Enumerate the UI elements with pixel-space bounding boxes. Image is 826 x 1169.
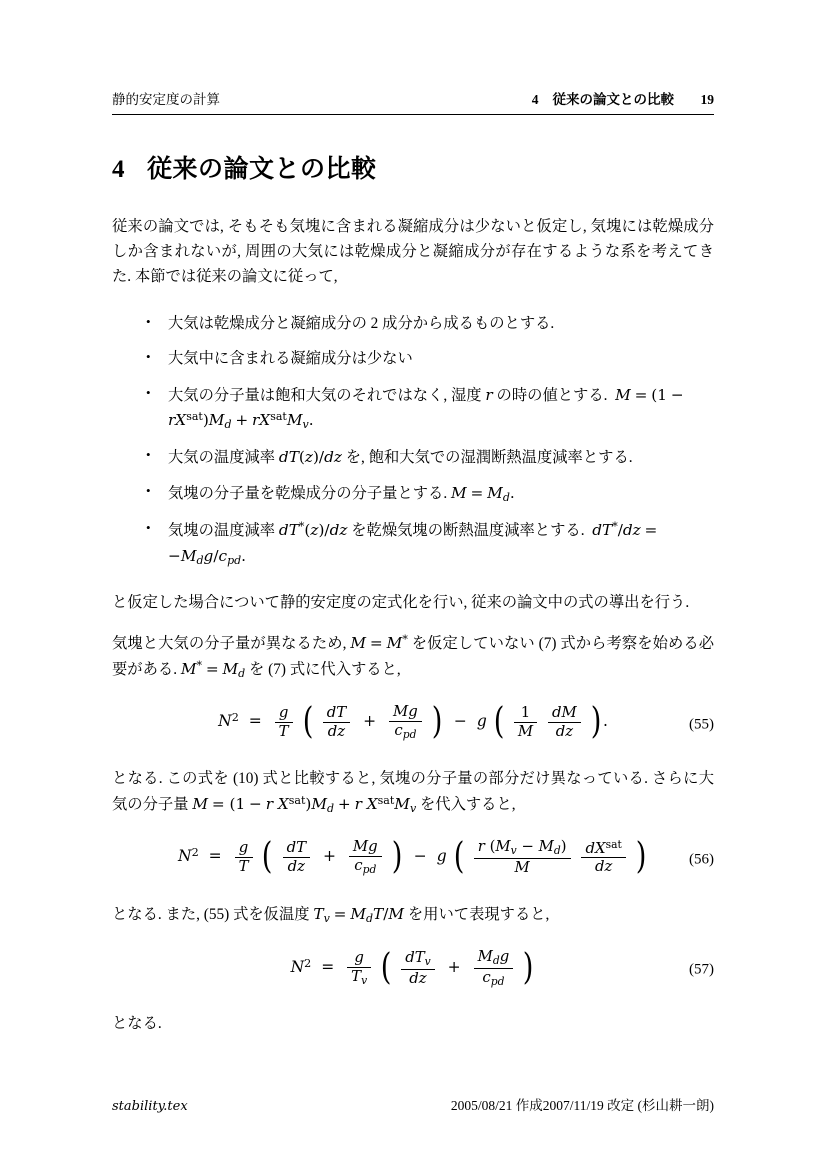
section-title: 従来の論文との比較 (147, 156, 377, 183)
assumption-list (112, 312, 714, 569)
list-item-rendered: 大気の温度減率 dT(z)/dz を, 飽和大気での湿潤断熱温度減率とする. (168, 447, 633, 466)
list-item (146, 518, 714, 569)
equation-number: (55) (689, 716, 714, 733)
text-fragment: を用いて表現すると, (404, 906, 550, 924)
footer-filename: stability.tex (112, 1099, 188, 1114)
equation-55-body: $N^2$ = $\frac{g}{T}$ ( $\frac{dT}{dz}$ + $\frac{Mg}{c_{pd}}$ ) − g ( $\frac{1}{M}$ $\frac{dM}{dz}$ ) . (218, 699, 608, 743)
equation-56-body: $N^2$ = $\frac{g}{T}$ ( $\frac{dT}{dz}$ + $\frac{Mg}{c_{pd}}$ ) − g ( $\frac{r (M_v - M_d)}{M}$ $\frac{dX^{sat}}{dz}$ ) (178, 834, 647, 878)
equation-57-body: $N^2$ = $\frac{g}{T_v}$ ( $\frac{dT_v}{dz}$ + $\frac{M_dg}{c_{pd}}$ ) (290, 945, 534, 989)
equation-number: (57) (689, 961, 714, 978)
running-head (112, 88, 714, 115)
running-head-section-number: 4 (531, 92, 539, 107)
paragraph-after-list: と仮定した場合について静的安定度の定式化を行い, 従来の論文中の式の導出を行う. (112, 594, 690, 612)
page-footer (112, 1094, 714, 1114)
list-item (146, 347, 714, 371)
list-item (146, 445, 714, 470)
running-head-section-title: 従来の論文との比較 (552, 92, 674, 107)
section-number: 4 (112, 156, 125, 183)
list-item-rendered: 気塊の分子量を乾燥成分の分子量とする. $M = M_d$. (168, 484, 515, 505)
text-fragment: を (7) 式に代入すると, (245, 661, 401, 679)
list-item-rendered: 大気の分子量は飽和大気のそれではなく, 湿度 r の時の値とする. $M = (1 - rX^{sat})M_d + rX^{sat}M_v$. (168, 385, 684, 432)
text-fragment: を仮定していない (7) 式から考察を始める必要がある. (112, 635, 714, 679)
text-fragment: となる. この式を (10) 式と比較すると, 気塊の分子量の部分だけ異なっている. さらに大気の分子量 (112, 770, 714, 814)
paragraph-after-eq57: となる. (112, 1015, 162, 1033)
list-item-text: 大気中に含まれる凝縮成分は少ない (168, 350, 413, 368)
running-head-section (532, 88, 674, 108)
text-fragment: となる. また, (55) 式を仮温度 (112, 906, 314, 924)
list-item-rendered: 気塊の温度減率 dT*(z)/dz を乾燥気塊の断熱温度減率とする. $dT^*/dz = -M_dg/c_{pd}$. (168, 520, 658, 567)
list-item (146, 481, 714, 507)
list-item-text: 大気は乾燥成分と凝縮成分の 2 成分から成るものとする. (168, 314, 555, 332)
equation-56 (112, 834, 714, 882)
running-head-left: 静的安定度の計算 (112, 92, 220, 107)
paragraph-intro: 従来の論文では, そもそも気塊に含まれる凝縮成分は少ないと仮定し, 気塊には乾燥成分しか含まれないが, 周囲の大気には乾燥成分と凝縮成分が存在するような系を考えてきた. 本節では従来の論文に従って, (112, 218, 714, 285)
equation-57 (112, 945, 714, 992)
list-item (146, 312, 714, 336)
paragraph-before-eq55: 気塊と大気の分子量が異なるため, M = M* を仮定していない (7) 式から考察を始める必要がある. $M^* = M_d$ を (7) 式に代入すると, (112, 633, 714, 681)
paragraph-after-eq55: となる. この式を (10) 式と比較すると, 気塊の分子量の部分だけ異なっている. さらに大気の分子量 M = (1 − r $X^{sat})M_d + r$ $X^{sat}M_v$ を代入すると, (112, 770, 714, 816)
footer-credit: 2005/08/21 作成2007/11/19 改定 (杉山耕一朗) (450, 1098, 714, 1113)
equation-number: (56) (689, 851, 714, 868)
text-fragment: 気塊と大気の分子量が異なるため, (112, 635, 351, 653)
equation-55 (112, 699, 714, 747)
section-heading (112, 149, 714, 185)
text-fragment: を代入すると, (416, 796, 516, 814)
list-item (146, 383, 714, 434)
paragraph-after-eq56: となる. また, (55) 式を仮温度 $T_v = M_dT/M$ を用いて表現すると, (112, 905, 550, 926)
page-number: 19 (700, 92, 714, 107)
